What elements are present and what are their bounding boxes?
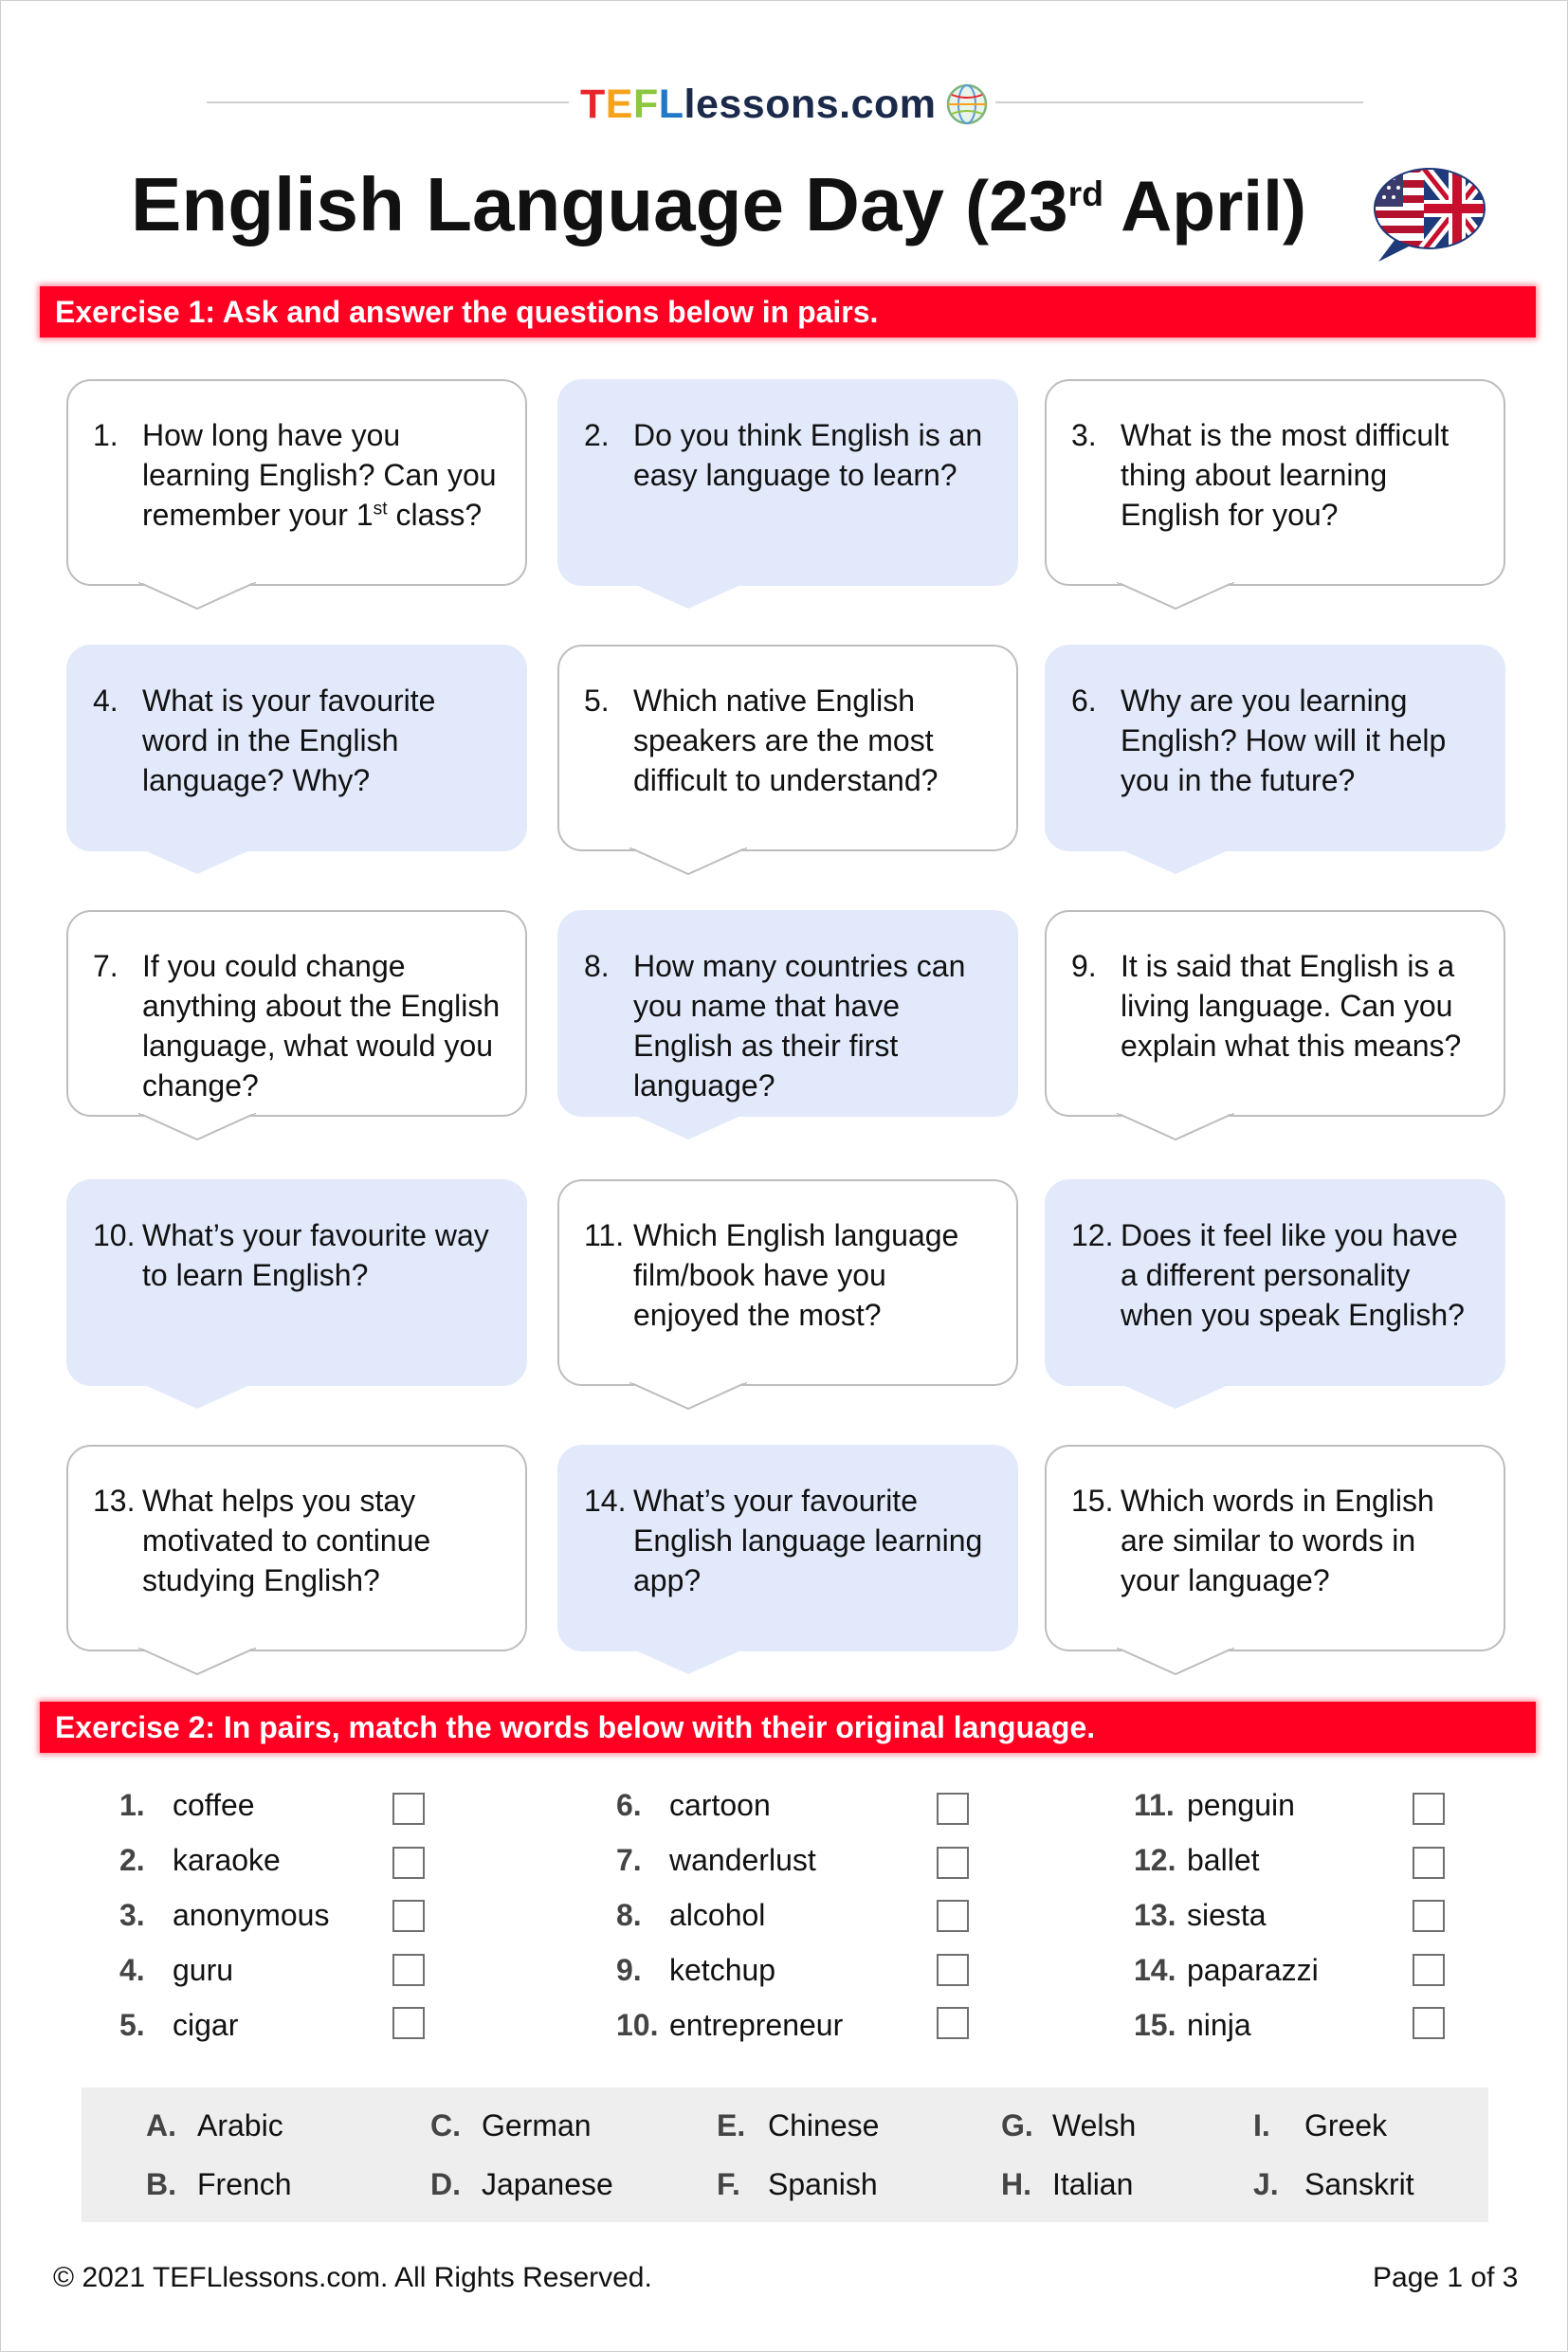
language-letter: D.	[430, 2167, 461, 2201]
bubble-tail	[138, 1113, 256, 1141]
question-11	[584, 1215, 995, 1335]
answer-checkbox-14[interactable]	[1413, 1954, 1445, 1986]
title-date	[965, 166, 1306, 246]
language-option-g	[1001, 2108, 1136, 2143]
question-bubble-9	[1045, 910, 1505, 1117]
question-bubble-6	[1045, 645, 1505, 851]
bubble-tail	[1117, 1648, 1234, 1676]
question-number: 13.	[93, 1484, 136, 1518]
question-9	[1071, 946, 1483, 1066]
question-text	[142, 415, 504, 535]
word-number: 7.	[616, 1843, 642, 1877]
word-text: alcohol	[669, 1898, 766, 1932]
language-option-e	[717, 2108, 879, 2143]
language-name: French	[197, 2167, 292, 2201]
word-text: ballet	[1187, 1843, 1260, 1877]
question-text: Why are you learning English? How will it help you in the future?	[1121, 684, 1447, 797]
question-number: 4.	[93, 684, 119, 718]
us-uk-flag-speech-bubble-icon	[1365, 163, 1488, 265]
answer-checkbox-15[interactable]	[1413, 2007, 1445, 2039]
language-name: Arabic	[197, 2108, 283, 2142]
question-text: Which native English speakers are the most difficult to understand?	[633, 684, 939, 797]
match-word-15	[1134, 2008, 1251, 2043]
question-4	[93, 681, 504, 800]
language-name: Chinese	[768, 2108, 880, 2142]
question-text: Which words in English are similar to words in your language?	[1121, 1484, 1434, 1597]
bubble-tail	[1117, 848, 1234, 876]
question-2	[584, 415, 995, 495]
language-option-c	[430, 2108, 592, 2143]
answer-checkbox-2[interactable]	[392, 1847, 425, 1879]
question-number: 10.	[93, 1218, 136, 1252]
match-word-7	[616, 1843, 816, 1878]
word-number: 11.	[1134, 1788, 1175, 1822]
match-word-6	[616, 1788, 771, 1823]
question-1	[93, 415, 504, 535]
word-number: 10.	[616, 2008, 659, 2042]
question-number: 5.	[584, 684, 610, 718]
word-text: karaoke	[173, 1843, 281, 1877]
question-10	[93, 1215, 504, 1295]
language-name: Spanish	[768, 2167, 878, 2201]
question-5	[584, 681, 995, 800]
word-number: 2.	[119, 1843, 145, 1877]
question-number: 7.	[93, 949, 119, 983]
bubble-tail	[138, 848, 256, 876]
bubble-tail	[1117, 582, 1234, 611]
brand-letter-l: L	[658, 81, 684, 127]
question-number: 6.	[1071, 684, 1097, 718]
question-text: What is the most difficult thing about learning English for you?	[1121, 418, 1449, 532]
title-date-suffix: rd	[1067, 173, 1104, 213]
question-number: 2.	[584, 418, 610, 452]
bubble-tail	[629, 1113, 747, 1141]
bubble-tail	[1117, 1382, 1234, 1411]
question-bubble-2	[557, 379, 1018, 586]
language-name: Greek	[1304, 2108, 1388, 2142]
language-letter: C.	[430, 2108, 461, 2142]
answer-checkbox-11[interactable]	[1413, 1793, 1445, 1825]
page-indicator: Page 1 of 3	[1373, 2262, 1519, 2293]
question-text: What’s your favourite English language learning app?	[633, 1484, 983, 1597]
match-word-12	[1134, 1843, 1260, 1878]
answer-checkbox-9[interactable]	[937, 1954, 969, 1986]
word-text: anonymous	[173, 1898, 330, 1932]
language-name: Japanese	[482, 2167, 613, 2201]
brand-letter-e: E	[605, 81, 633, 127]
question-6	[1071, 681, 1483, 800]
language-option-d	[430, 2167, 613, 2202]
word-number: 9.	[616, 1953, 642, 1987]
question-bubble-8	[557, 910, 1018, 1117]
word-text: guru	[173, 1953, 234, 1987]
question-bubble-12	[1045, 1179, 1505, 1386]
language-letter: J.	[1253, 2167, 1279, 2201]
bubble-tail	[629, 1382, 747, 1411]
question-13	[93, 1481, 504, 1600]
question-bubble-7	[66, 910, 527, 1117]
match-word-8	[616, 1898, 765, 1933]
match-word-1	[119, 1788, 255, 1823]
brand-letter-f: F	[632, 81, 659, 127]
question-12	[1071, 1215, 1483, 1335]
match-word-2	[119, 1843, 281, 1878]
question-text: Do you think English is an easy language to learn?	[633, 418, 983, 492]
title-date-open: (23	[965, 166, 1068, 246]
bubble-tail	[138, 1382, 256, 1411]
answer-checkbox-10[interactable]	[937, 2007, 969, 2039]
word-number: 3.	[119, 1898, 145, 1932]
language-name: German	[482, 2108, 592, 2142]
question-superscript: st	[373, 499, 388, 520]
language-option-a	[146, 2108, 283, 2143]
language-letter: A.	[146, 2108, 176, 2142]
bubble-tail	[629, 1648, 747, 1676]
question-number: 8.	[584, 949, 610, 983]
question-bubble-5	[557, 645, 1018, 851]
question-bubble-3	[1045, 379, 1505, 586]
bubble-tail	[629, 582, 747, 611]
header-rule-right	[995, 101, 1363, 103]
title-main: English Language Day	[131, 162, 944, 246]
word-text: cartoon	[669, 1788, 771, 1822]
question-text-part: class?	[387, 498, 483, 532]
exercise-2-banner	[40, 1702, 1536, 1753]
answer-checkbox-8[interactable]	[937, 1900, 969, 1932]
question-text: It is said that English is a living language. Can you explain what this means?	[1121, 949, 1462, 1063]
question-number: 3.	[1071, 418, 1097, 452]
brand-letter-t: T	[580, 81, 606, 127]
question-bubble-13	[66, 1445, 527, 1651]
answer-checkbox-4[interactable]	[392, 1954, 425, 1986]
answer-checkbox-12[interactable]	[1413, 1847, 1445, 1879]
match-word-14	[1134, 1953, 1319, 1988]
answer-checkbox-13[interactable]	[1413, 1900, 1445, 1932]
question-text: Which English language film/book have you enjoyed the most?	[633, 1218, 959, 1332]
question-14	[584, 1481, 995, 1600]
question-bubble-4	[66, 645, 527, 851]
answer-checkbox-3[interactable]	[392, 1900, 425, 1932]
question-bubble-10	[66, 1179, 527, 1386]
question-text: How many countries can you name that have English as their first language?	[633, 949, 966, 1103]
match-word-11	[1134, 1788, 1295, 1823]
match-word-9	[616, 1953, 775, 1988]
brand-text	[580, 82, 937, 128]
word-number: 13.	[1134, 1898, 1176, 1932]
question-text: What is your favourite word in the English language? Why?	[142, 684, 436, 797]
bubble-tail	[1117, 1113, 1234, 1141]
language-letter: I.	[1253, 2108, 1270, 2142]
answer-checkbox-6[interactable]	[937, 1793, 969, 1825]
question-text: What helps you stay motivated to continue studying English?	[142, 1484, 431, 1597]
language-option-h	[1001, 2167, 1133, 2202]
question-15	[1071, 1481, 1483, 1600]
word-number: 15.	[1134, 2008, 1176, 2042]
language-option-j	[1253, 2167, 1414, 2202]
word-number: 14.	[1134, 1953, 1176, 1987]
language-letter: F.	[717, 2167, 740, 2201]
match-word-10	[616, 2008, 843, 2043]
question-number: 9.	[1071, 949, 1097, 983]
question-number: 15.	[1071, 1484, 1114, 1518]
question-number: 12.	[1071, 1218, 1114, 1252]
word-text: ketchup	[669, 1953, 776, 1987]
question-text: Does it feel like you have a different personality when you speak English?	[1121, 1218, 1465, 1332]
word-number: 12.	[1134, 1843, 1176, 1877]
answer-checkbox-7[interactable]	[937, 1847, 969, 1879]
question-number: 1.	[93, 418, 119, 452]
question-number: 14.	[584, 1484, 627, 1518]
word-text: paparazzi	[1187, 1953, 1319, 1987]
question-7	[93, 946, 504, 1105]
title-date-close: April)	[1103, 166, 1306, 246]
header-rule-left	[207, 101, 569, 103]
word-text: cigar	[173, 2008, 239, 2042]
copyright-text: © 2021 TEFLlessons.com. All Rights Reserved.	[53, 2262, 652, 2293]
question-3	[1071, 415, 1483, 535]
exercise-2-label: Exercise 2: In pairs, match the words below with their original language.	[55, 1709, 1096, 1744]
question-bubble-11	[557, 1179, 1018, 1386]
language-letter: B.	[146, 2167, 176, 2201]
word-text: wanderlust	[669, 1843, 816, 1877]
question-bubble-14	[557, 1445, 1018, 1651]
bubble-tail	[138, 582, 256, 611]
page-title	[131, 161, 1306, 248]
match-word-4	[119, 1953, 233, 1988]
language-name: Italian	[1052, 2167, 1134, 2201]
globe-icon	[944, 82, 990, 127]
question-8	[584, 946, 995, 1105]
word-text: coffee	[173, 1788, 255, 1822]
language-letter: E.	[717, 2108, 746, 2142]
match-word-5	[119, 2008, 238, 2043]
language-letter: G.	[1001, 2108, 1033, 2142]
word-number: 8.	[616, 1898, 642, 1932]
answer-checkbox-1[interactable]	[392, 1793, 425, 1825]
word-text: ninja	[1187, 2008, 1251, 2042]
word-text: siesta	[1187, 1898, 1267, 1932]
match-word-3	[119, 1898, 329, 1933]
bubble-tail	[138, 1648, 256, 1676]
language-letter: H.	[1001, 2167, 1031, 2201]
exercise-1-banner	[40, 286, 1536, 337]
question-text-part: How long have you learning English? Can you remember your 1	[142, 418, 497, 532]
word-number: 4.	[119, 1953, 145, 1987]
language-option-i	[1253, 2108, 1387, 2143]
match-word-13	[1134, 1898, 1267, 1933]
language-name: Welsh	[1052, 2108, 1137, 2142]
word-text: entrepreneur	[669, 2008, 844, 2042]
word-text: penguin	[1187, 1788, 1295, 1822]
language-option-f	[717, 2167, 878, 2202]
language-option-b	[146, 2167, 292, 2202]
question-text: If you could change anything about the English language, what would you change?	[142, 949, 501, 1103]
exercise-1-label: Exercise 1: Ask and answer the questions below in pairs.	[55, 294, 879, 329]
word-number: 6.	[616, 1788, 642, 1822]
brand-rest: lessons.com	[684, 81, 937, 127]
answer-checkbox-5[interactable]	[392, 2007, 425, 2039]
bubble-tail	[629, 848, 747, 876]
question-bubble-15	[1045, 1445, 1505, 1651]
language-name: Sanskrit	[1304, 2167, 1414, 2201]
question-text: What’s your favourite way to learn English?	[142, 1218, 489, 1292]
brand-logo	[580, 76, 997, 133]
word-number: 5.	[119, 2008, 145, 2042]
question-number: 11.	[584, 1218, 625, 1252]
word-number: 1.	[119, 1788, 145, 1822]
question-bubble-1	[66, 379, 527, 586]
